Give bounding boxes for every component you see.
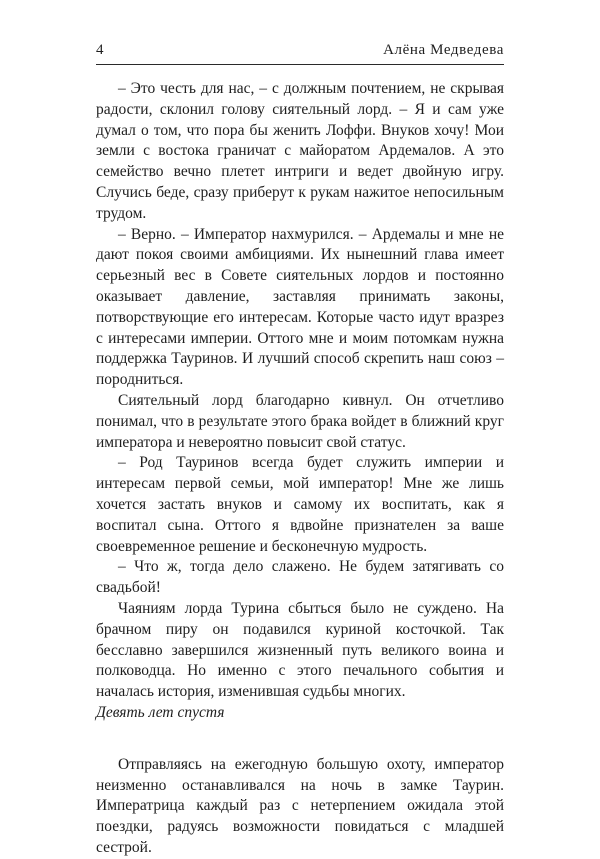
page-body [96,79,504,859]
paragraph: – Что ж, тогда дело слажено. Не будем затягивать со свадьбой! [96,558,504,597]
running-header [96,40,504,64]
paragraph: – Это честь для нас, – с должным почтением, не скрывая радости, склонил голову сиятельный лорд. – Я и сам уже думал о том, что пора бы женить Лоффи. Внуков хочу! Мои земли с востока граничат с майоратом Ардемалов. А это семейство вечно плетет интриги и ведет двойную игру. Случись беде, сразу приберут к рукам нажитое непосильным трудом. [96,80,504,222]
author-name: Алёна Медведева [383,42,504,58]
paragraph: – Верно. – Император нахмурился. – Ардемалы и мне не дают покоя своими амбициями. Их нынешний глава имеет серьезный вес в Совете сиятельных лордов и постоянно оказывает давление, заставляя принимать законы, потворствующие его интересам. Которые часто идут вразрез с интересами империи. Оттого мне и моим потомкам нужна поддержка Тауринов. И лучший способ скрепить наш союз – породниться. [96,225,504,389]
paragraph: Сиятельный лорд благодарно кивнул. Он отчетливо понимал, что в результате этого брака войдет в ближний круг императора и невероятно повысит свой статус. [96,391,504,451]
paragraph: – Род Тауринов всегда будет служить империи и интересам первой семьи, мой император! Мне же лишь хочется застать внуков и самому их воспитать, как я воспитал сына. Оттого я вдвойне признателен за ваше своевременное решение и бесконечную мудрость. [96,454,504,555]
paragraph: Отправляясь на ежегодную большую охоту, император неизменно останавливался на ночь в замке Таурин. Императрица каждый раз с нетерпением ожидала этой поездки, радуясь возможности повидаться с младшей сестрой. [96,755,504,856]
page-number: 4 [96,42,104,58]
paragraph: Чаяниям лорда Турина сбыться было не суждено. На брачном пиру он подавился куриной косточкой. Так бесславно завершился жизненный путь великого воина и полководца. Но именно с этого печального события и началась история, изменившая судьбы многих. [96,599,504,701]
section-spacer [96,724,504,755]
section-subtitle: Девять лет спустя [96,703,225,721]
header-rule [96,64,504,65]
